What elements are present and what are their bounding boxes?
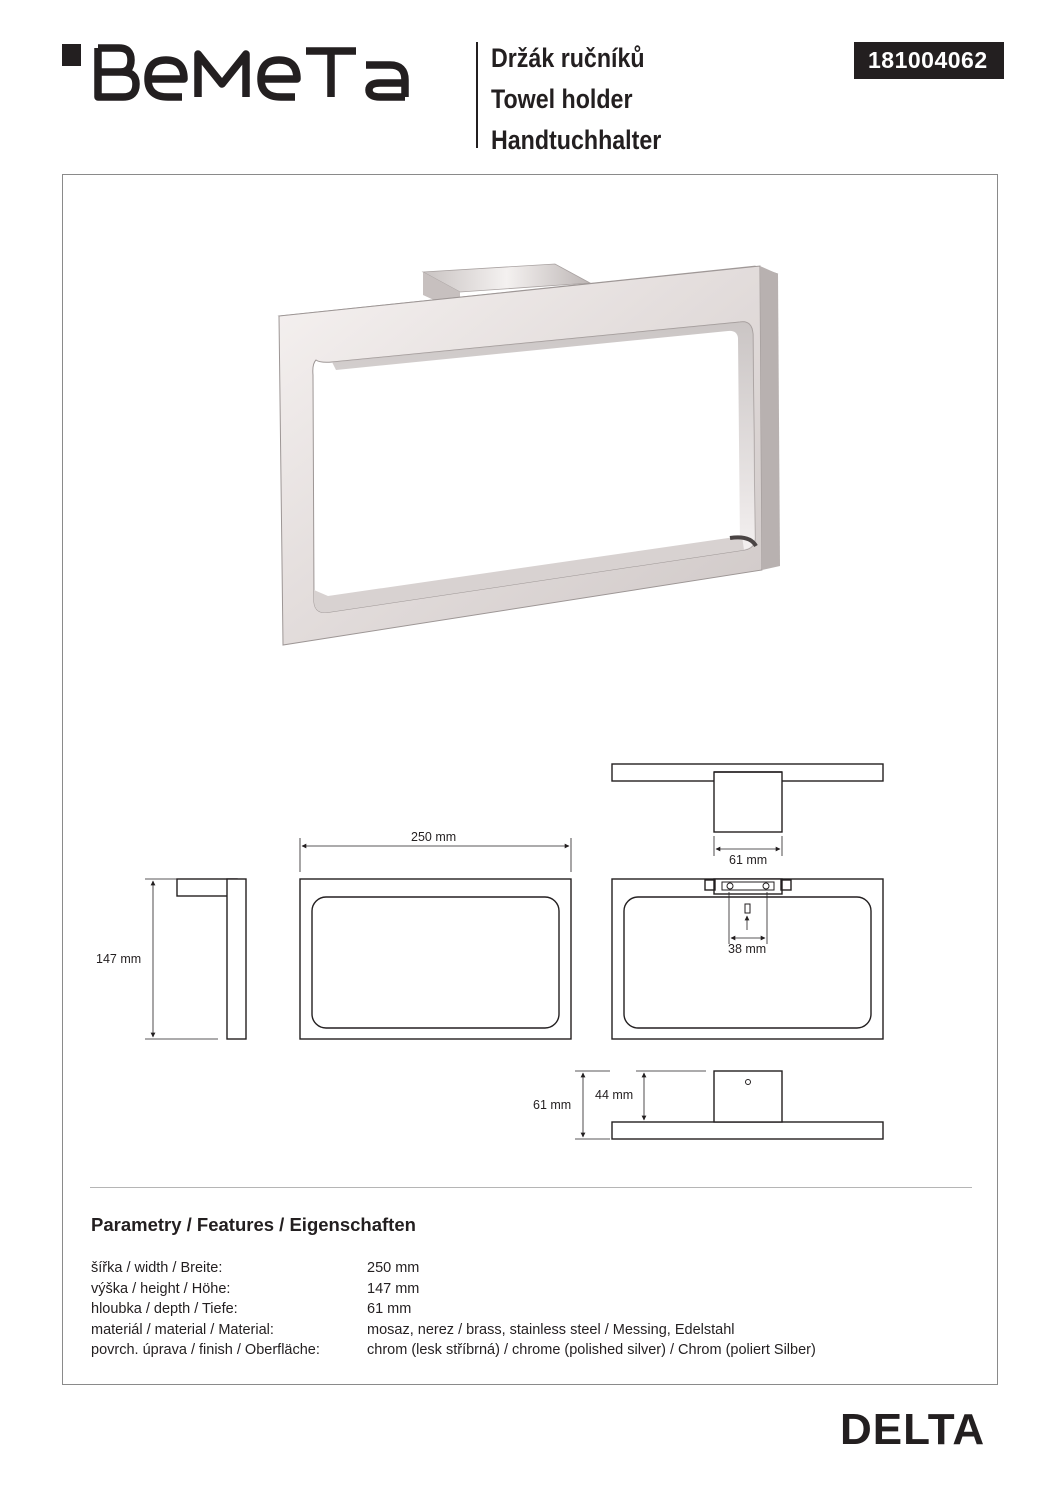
spec-value: 61 mm xyxy=(367,1301,412,1317)
product-titles xyxy=(491,38,689,161)
mount-height-label: 44 mm xyxy=(595,1088,634,1102)
spec-row-material xyxy=(91,1320,816,1341)
spec-row-depth xyxy=(91,1299,816,1320)
product-image xyxy=(250,250,810,670)
spec-row-height xyxy=(91,1279,816,1300)
bottom-view xyxy=(612,1071,883,1139)
title-english: Towel holder xyxy=(491,84,633,114)
towel-ring xyxy=(279,266,762,645)
top-view xyxy=(612,764,883,832)
title-german: Handtuchhalter xyxy=(491,125,662,155)
section-divider xyxy=(90,1187,972,1188)
spec-row-width xyxy=(91,1258,816,1279)
side-view xyxy=(177,879,246,1039)
mount-spacing-label: 38 mm xyxy=(728,942,767,956)
features-title: Parametry / Features / Eigenschaften xyxy=(91,1214,416,1235)
spec-value: chrom (lesk stříbrná) / chrome (polished silver) / Chrom (poliert Silber) xyxy=(367,1342,816,1358)
spec-value: mosaz, nerez / brass, stainless steel / Messing, Edelstahl xyxy=(367,1321,735,1338)
spec-label: povrch. úprava / finish / Oberfläche: xyxy=(91,1342,320,1358)
product-code-badge: 181004062 xyxy=(854,42,1004,79)
technical-drawing xyxy=(80,750,910,1150)
spec-label: hloubka / depth / Tiefe: xyxy=(91,1301,238,1317)
spec-row-finish xyxy=(91,1340,816,1361)
depth-bottom-label: 61 mm xyxy=(533,1098,572,1112)
width-label: 250 mm xyxy=(411,830,457,844)
spec-label: šířka / width / Breite: xyxy=(91,1260,223,1276)
spec-value: 250 mm xyxy=(367,1260,420,1276)
bemeta-logo xyxy=(60,40,420,102)
series-name: DELTA xyxy=(840,1405,986,1454)
header-separator xyxy=(476,42,478,148)
title-czech: Držák ručníků xyxy=(491,43,645,73)
spec-label: výška / height / Höhe: xyxy=(91,1280,231,1297)
height-label: 147 mm xyxy=(96,952,142,966)
spec-table xyxy=(91,1258,816,1361)
depth-top-label: 61 mm xyxy=(729,853,768,867)
spec-label: materiál / material / Material: xyxy=(91,1321,274,1338)
spec-value: 147 mm xyxy=(367,1280,420,1297)
back-view xyxy=(612,879,883,1039)
front-view xyxy=(300,879,571,1039)
